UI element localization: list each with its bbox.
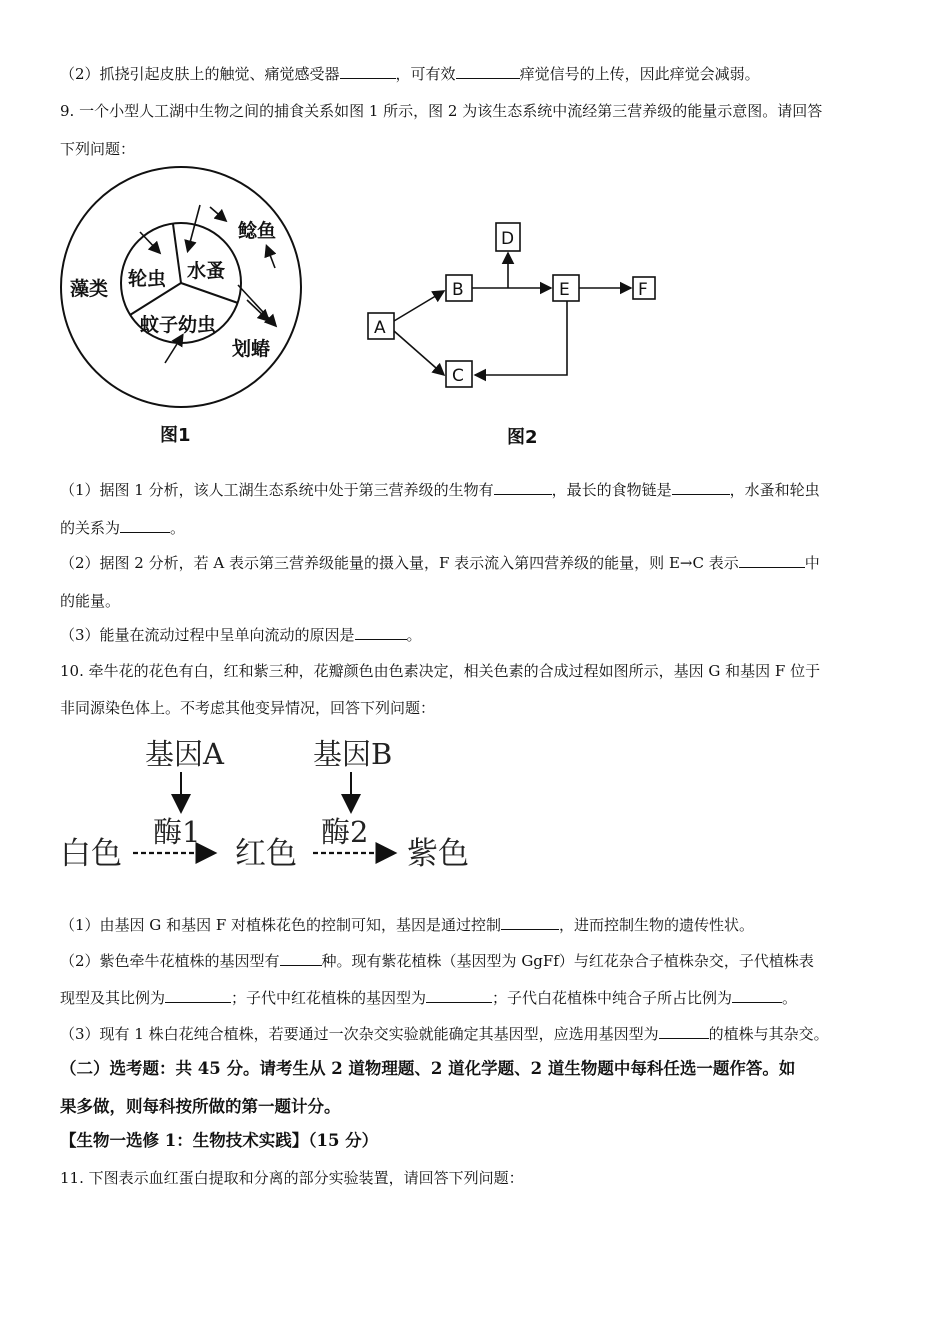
node-b-label: B [452,280,464,300]
section-2-heading-line2: 果多做，则每科按所做的第一题计分。 [60,1097,341,1116]
arrow [210,207,225,220]
answer-blank[interactable] [120,518,170,533]
arrow-e-c [475,301,567,375]
node-c-label: C [452,366,464,386]
figure-2-caption: 图2 [507,427,538,448]
answer-blank[interactable] [456,64,520,79]
answer-blank[interactable] [732,988,782,1003]
q10-stem-line2: 非同源染色体上。不考虑其他变异情况，回答下列问题： [60,699,436,717]
q10-part3: （3）现有 1 株白花纯合植株，若要通过一次杂交实验就能确定其基因型，应选用基因型为 的植株与其杂交。 [60,1025,829,1043]
q10-part2-line1: （2）紫色牵牛花植株的基因型有 种。现有紫花植株（基因型为 GgFf）与红花杂合子植株杂交，子代植株表 [60,952,814,970]
answer-blank[interactable] [340,64,396,79]
divider-line [181,283,238,303]
elective-heading: 【生物一选修 1：生物技术实践】（15 分） [60,1131,379,1150]
gene-b-label: 基因B [313,737,393,771]
arrow-a-c [394,331,444,375]
q9-part2-line2: 的能量。 [60,592,121,610]
q9-part1-line2: 的关系为 。 [60,519,186,537]
arrow [267,247,275,268]
arrow [140,232,159,252]
answer-blank[interactable] [165,988,231,1003]
answer-blank[interactable] [672,480,730,495]
arrow-a-b [394,291,444,321]
label-algae: 藻类 [70,278,109,300]
node-a-label: A [374,318,386,338]
answer-blank[interactable] [659,1024,709,1039]
enzyme-1-label: 酶1 [153,815,201,849]
label-water-flea: 水蚤 [187,260,226,282]
q9-stem-line1: 9. 一个小型人工湖中生物之间的捕食关系如图 1 所示，图 2 为该生态系统中流经第三营养级的能量示意图。请回答 [60,102,823,120]
q9-part2-line1: （2）据图 2 分析，若 A 表示第三营养级能量的摄入量，F 表示流入第四营养级的能量，则 E→C 表示 中 [60,554,820,572]
q10-stem-line1: 10. 牵牛花的花色有白，红和紫三种，花瓣颜色由色素决定，相关色素的合成过程如图所示，基因 G 和基因 F 位于 [60,662,821,680]
answer-blank[interactable] [355,625,407,640]
label-mosquito-larva: 蚊子幼虫 [140,314,217,336]
gene-a-label: 基因A [145,737,224,771]
divider-line [173,224,181,283]
figure-2-energy-flow [360,215,670,455]
label-catfish: 鲶鱼 [238,220,277,242]
arrow [247,300,268,320]
purple-label: 紫色 [407,836,469,872]
node-e-label: E [559,280,570,300]
answer-blank[interactable] [426,988,492,1003]
arrow [188,205,200,250]
pigment-pathway-diagram [55,728,495,878]
arrow [165,336,182,363]
q11-stem: 11. 下图表示血红蛋白提取和分离的部分实验装置，请回答下列问题： [60,1169,524,1187]
figure-1-food-web [55,165,315,455]
figure-1-caption: 图1 [160,425,191,446]
q10-part2-line2: 现型及其比例为 ；子代中红花植株的基因型为 ；子代白花植株中纯合子所占比例为 。 [60,989,798,1007]
answer-blank[interactable] [501,915,559,930]
label-water-boatman: 划蝽 [232,338,271,360]
q9-stem-line2: 下列问题： [60,140,136,158]
section-2-heading-line1: （二）选考题：共 45 分。请考生从 2 道物理题、2 道化学题、2 道生物题中每科任选一题作答。如 [60,1059,796,1078]
white-label: 白色 [60,836,122,872]
answer-blank[interactable] [280,951,322,966]
node-d-label: D [501,229,515,249]
q9-part3: （3）能量在流动过程中呈单向流动的原因是 。 [60,626,422,644]
q9-part1-line1: （1）据图 1 分析，该人工湖生态系统中处于第三营养级的生物有 ，最长的食物链是 ，水蚤和轮虫 [60,481,820,499]
arrow [238,285,275,325]
answer-blank[interactable] [739,553,805,568]
label-rotifer: 轮虫 [128,268,167,290]
red-label: 红色 [235,836,297,872]
q10-part1: （1）由基因 G 和基因 F 对植株花色的控制可知，基因是通过控制 ，进而控制生物的遗传性状。 [60,916,755,934]
enzyme-2-label: 酶2 [321,815,369,849]
q8-part2: （2）抓挠引起皮肤上的触觉、痛觉感受器 ，可有效 痒觉信号的上传，因此痒觉会减弱。 [60,65,760,83]
node-f-label: F [638,280,648,300]
answer-blank[interactable] [494,480,552,495]
